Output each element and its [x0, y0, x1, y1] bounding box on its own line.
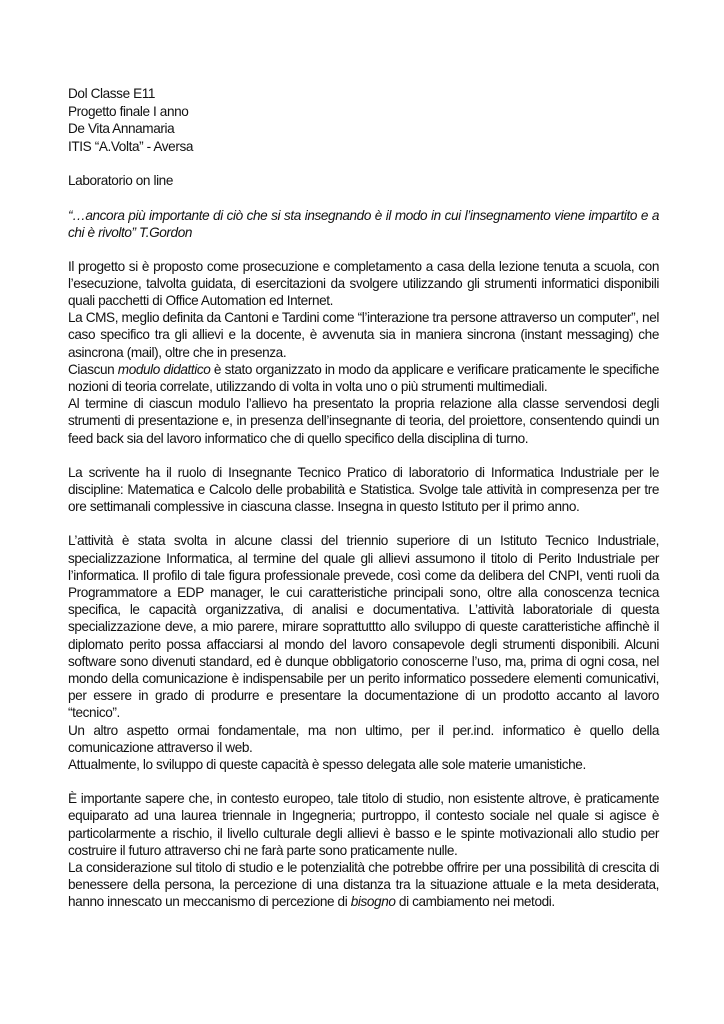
paragraph: [68, 859, 659, 911]
paragraph: L’attività è stata svolta in alcune classi del triennio superiore di un Istituto Tecnico Industriale, specializzazione Informatica, al termine del quale gli allievi assumono il titolo di Perito Industriale per l’informatica. Il profilo di tale figura professionale prevede, così come da delibera del CNPI, venti ruoli da Programmatore a EDP manager, le cui caratteristiche principali sono, oltre alla conoscenza tecnica specifica, le capacità organizzativa, di analisi e documentativa. L’attività laboratoriale di questa specializzazione deve, a mio parere, mirare soprattuttto allo sviluppo di queste caratteristiche affinchè il diplomato perito possa affacciarsi al mondo del lavoro consapevole degli strumenti disponibili. Alcuni software sono divenuti standard, ed è dunque obbligatorio conoscerne l’uso, ma, prima di ogni cosa, nel mondo della comunicazione è indispensabile per un perito informatico possedere elementi comunicativi, per essere in grado di produrre e presentare la documentazione di un prodotto accanto al lavoro “tecnico”.: [68, 533, 659, 721]
section-activity: [68, 532, 659, 773]
paragraph-text: La considerazione sul titolo di studio e le potenzialità che potrebbe offrire per una possibilità di crescita di benessere della persona, la percezione di una distanza tra la situazione attuale e la meta desiderata, hanno innescato un meccanismo di percezione di: [68, 860, 659, 910]
paragraph-text: è stato organizzato in modo da applicare e verificare praticamente le specifiche nozioni di teoria correlate, utilizzando di volta in volta uno o più strumenti multimediali.: [68, 361, 659, 394]
paragraph: Un altro aspetto ormai fondamentale, ma non ultimo, per il per.ind. informatico è quello della comunicazione attraverso il web.: [68, 722, 659, 755]
paragraph: La scrivente ha il ruolo di Insegnante Tecnico Pratico di laboratorio di Informatica Industriale per le discipline: Matematica e Calcolo delle probabilità e Statistica. Svolge tale attività in compresenza per tre ore settimanali complessive in ciascuna classe. Insegna in questo Istituto per il primo anno.: [68, 464, 659, 515]
document-subject: Laboratorio on line: [68, 173, 174, 188]
emphasis-text: bisogno: [350, 894, 396, 910]
emphasis-text: modulo didattico: [117, 361, 211, 377]
paragraph: Al termine di ciascun modulo l’allievo ha presentato la propria relazione alla classe servendosi degli strumenti di presentazione e, in presenza dell’insegnante di teoria, del proiettore, consentendo quindi un feed back sia del lavoro informatico che di quello specifico della disciplina di turno.: [68, 396, 659, 446]
header-class-line: Dol Classe E11: [68, 86, 156, 101]
paragraph: Attualmente, lo sviluppo di queste capacità è spesso delegata alle sole materie umanistiche.: [68, 756, 586, 772]
section-context: [68, 790, 659, 910]
paragraph-text: Ciascun: [68, 361, 118, 377]
paragraph: La CMS, meglio definita da Cantoni e Tardini come “l’interazione tra persone attraverso un computer”, nel caso specifico tra gli allievi e la docente, è avvenuta sia in maniera sincrona (instant messaging) che asincrona (mail), oltre che in presenza.: [68, 310, 659, 360]
header-project-line: Progetto finale I anno: [68, 103, 189, 119]
header-school-line: ITIS “A.Volta” - Aversa: [68, 138, 194, 154]
section-project: [68, 258, 659, 447]
epigraph-quote: “…ancora più importante di ciò che si sta insegnando è il modo in cui l’insegnamento viene impartito e a chi è rivolto” T.Gordon: [68, 207, 659, 240]
paragraph: Il progetto si è proposto come prosecuzione e completamento a casa della lezione tenuta a scuola, con l’esecuzione, talvolta guidata, di esercitazioni da svolgere utilizzando gli strumenti informatici disponibili quali pacchetti di Office Automation ed Internet.: [68, 258, 659, 308]
paragraph: È importante sapere che, in contesto europeo, tale titolo di studio, non esistente altrove, è praticamente equiparato ad una laurea triennale in Ingegneria; purtroppo, il contesto sociale nel quale si agisce è particolarmente a rischio, il livello culturale degli allievi è basso e le spinte motivazionali allo studio per costruire il futuro attraverso chi ne farà parte sono praticamente nulle.: [68, 791, 659, 858]
document-header: [68, 85, 659, 155]
section-role: [68, 464, 659, 516]
paragraph-text: di cambiamento nei metodi.: [395, 894, 555, 910]
paragraph: [68, 361, 659, 395]
header-author-line: De Vita Annamaria: [68, 121, 175, 136]
